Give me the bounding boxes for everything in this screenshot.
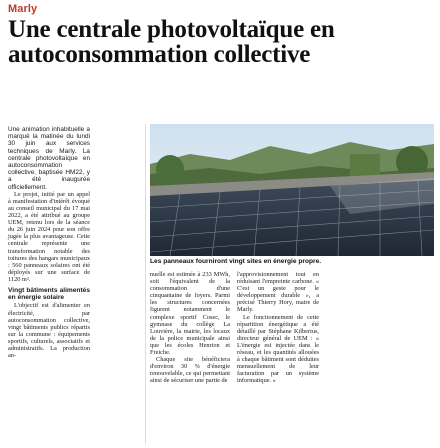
photo-caption: Les panneaux fourniront vingt sites en énergie propre. bbox=[150, 258, 322, 265]
section-rubric: Marly bbox=[8, 3, 38, 15]
headline: Une centrale photovoltaïque en autoconsommation collective bbox=[8, 16, 335, 68]
article-subhead: Vingt bâtiments alimentés en énergie solaire bbox=[8, 287, 90, 302]
solar-panels-photo bbox=[150, 124, 434, 256]
article-paragraph: nuelle est estimée à 233 MWh, soit l'équivalent de la consommation d'une cinquantaine de foyers. Parmi les structures concernées figurent notamment le complexe sportif Cosec, le gymnase du collège La Louvière, la mairie, les locaux de la police municipale ainsi que les écoles Henrion et Freiche. bbox=[150, 271, 230, 357]
article-column-3 bbox=[237, 271, 319, 385]
article-column-2 bbox=[150, 271, 230, 385]
article-paragraph: L'objectif est d'alimenter en électricité, par autoconsommation collective, vingt bâtiments publics répartis sur la commune : équipements sportifs, culturels, associatifs et administratifs. La production an- bbox=[8, 302, 90, 360]
article-paragraph: Le projet, initié par un appel à manifestation d'intérêt évoqué au conseil municipal du 17 mai 2022, a été attribué au groupe UEM, retenu lors de la séance du 26 juin 2024 pour son offre jugée la plus avantageuse. Cette centrale représente une transformation notable des toitures des hangars municipaux : 560 panneaux solaires ont été déployés sur une surface de 1120 m². bbox=[8, 190, 90, 283]
article-lead: Une animation inhabituelle a marqué la matinée du lundi 30 juin aux services techniques de Marly. La centrale photovoltaïque en autoconsommation collective, baptisée HM22, y a été inaugurée officiellement. bbox=[8, 126, 90, 191]
column-divider bbox=[145, 124, 146, 444]
article-paragraph: Le fonctionnement de cette répartition énergétique a été détaillé par Stéphane Kilbertus, directeur général de UEM : « L'énergie est injectée dans le réseau, et les quantités allouées à chaque bâtiment sont déduites mensuellement de leur facturation par un système informatique. » bbox=[237, 313, 319, 385]
article-column-1 bbox=[8, 126, 90, 359]
article-paragraph: Chaque site bénéficiera d'environ 30 % d'énergie renouvelable, ce qui permettant ainsi de sécuriser une partie de bbox=[150, 356, 230, 385]
photo-illustration bbox=[150, 124, 434, 256]
article-paragraph: l'approvisionnement tout en réduisant l'empreinte carbone. « C'est un geste pour le développement durable », a précisé Thierry Hory, maire de Marly. bbox=[237, 271, 319, 314]
